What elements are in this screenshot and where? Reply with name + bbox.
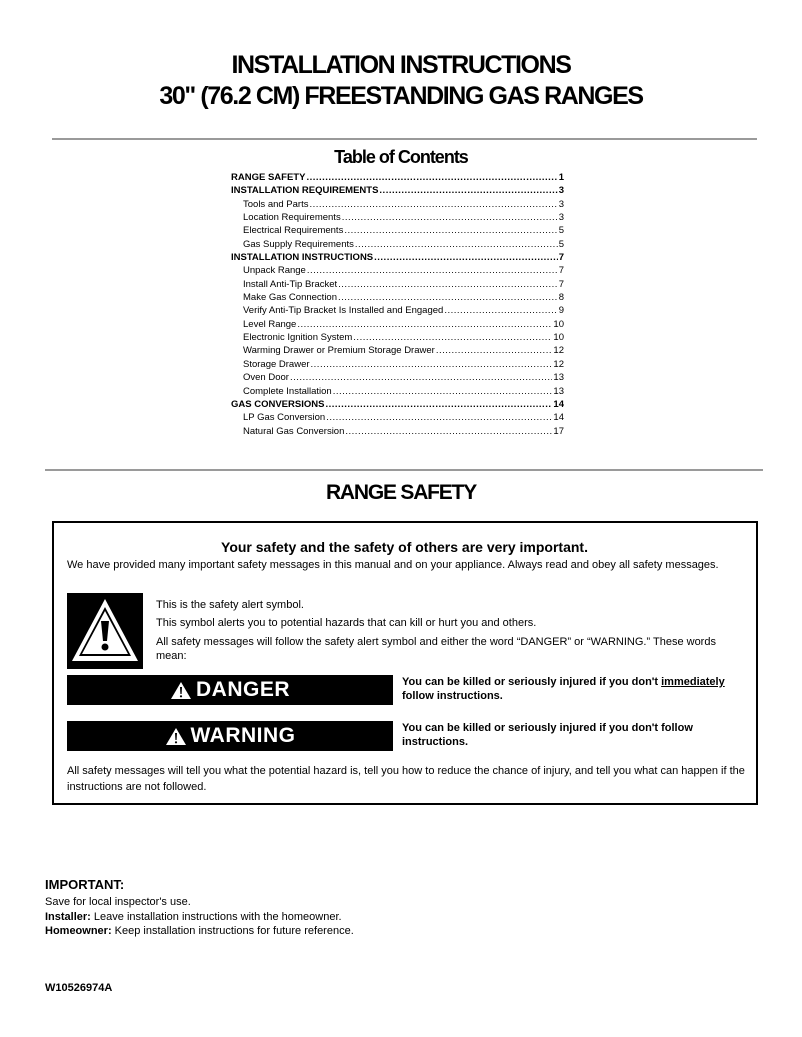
warning-triangle-icon	[165, 727, 187, 746]
toc-entry-label: Verify Anti-Tip Bracket Is Installed and Engaged	[243, 305, 444, 317]
toc-entry-page: 7	[558, 278, 564, 290]
toc-entry	[231, 291, 564, 304]
toc-entry-label: Gas Supply Requirements	[243, 238, 354, 250]
toc-entry-page: 5	[558, 225, 564, 237]
toc-entry-page: 3	[558, 185, 564, 197]
toc-entry-page: 14	[553, 412, 564, 424]
toc-entry	[231, 171, 564, 184]
installer-label: Installer:	[45, 911, 91, 923]
toc-entry	[231, 344, 564, 357]
toc-leader-dots	[436, 344, 553, 357]
toc-entry-label: LP Gas Conversion	[243, 412, 326, 424]
toc-entry-page: 7	[558, 252, 564, 264]
toc-entry-page: 13	[553, 385, 564, 397]
safety-intro: We have provided many important safety messages in this manual and on your appliance. Always read and obey all safety messages.	[67, 559, 719, 571]
toc-entry-label: Tools and Parts	[243, 198, 309, 210]
document-title-line2: 30" (76.2 CM) FREESTANDING GAS RANGES	[159, 82, 643, 110]
toc-entry-page: 12	[553, 345, 564, 357]
toc-leader-dots	[311, 358, 553, 371]
toc-entry-page: 10	[553, 332, 564, 344]
toc-entry	[231, 224, 564, 237]
toc-entry	[231, 264, 564, 277]
danger-desc-emphasis: immediately	[661, 676, 725, 688]
toc-leader-dots	[444, 304, 557, 317]
warning-triangle-icon	[67, 593, 143, 669]
danger-description	[402, 675, 752, 703]
danger-label: DANGER	[195, 678, 290, 701]
alert-symbol-text: This is the safety alert symbol.	[156, 599, 304, 611]
toc-entry	[231, 371, 564, 384]
toc-entry	[231, 318, 564, 331]
toc-leader-dots	[307, 264, 558, 277]
toc-entry-page: 3	[558, 198, 564, 210]
important-heading: IMPORTANT:	[45, 877, 125, 892]
toc-leader-dots	[344, 224, 557, 237]
toc-entry	[231, 411, 564, 424]
toc-leader-dots	[325, 398, 552, 411]
toc-entry	[231, 304, 564, 317]
warning-triangle-icon	[170, 681, 192, 700]
toc-entry-label: Location Requirements	[243, 212, 341, 224]
toc-entry	[231, 385, 564, 398]
toc-leader-dots	[374, 251, 558, 264]
toc-leader-dots	[338, 278, 558, 291]
toc-entry-label: Electrical Requirements	[243, 225, 344, 237]
toc-entry-label: Install Anti-Tip Bracket	[243, 278, 338, 290]
divider	[45, 469, 763, 471]
toc-entry-label: RANGE SAFETY	[231, 172, 306, 183]
safety-footer-text: All safety messages will tell you what the potential hazard is, tell you how to reduce the chance of injury, and tell you what can happen if the instructions are not followed.	[67, 765, 745, 793]
toc-leader-dots	[306, 171, 557, 184]
homeowner-label: Homeowner:	[45, 925, 112, 937]
toc-entry-label: Warming Drawer or Premium Storage Drawer	[243, 345, 435, 357]
section-heading: RANGE SAFETY	[325, 481, 477, 504]
toc-entry-page: 14	[553, 398, 564, 410]
document-number: W10526974A	[45, 982, 113, 994]
toc-entry-page: 9	[558, 305, 564, 317]
important-line-installer	[45, 910, 342, 924]
danger-desc-text-end: follow instructions.	[402, 690, 503, 702]
warning-label: WARNING	[190, 724, 296, 747]
toc-leader-dots	[353, 331, 552, 344]
toc-leader-dots	[333, 385, 553, 398]
toc-entry-page: 12	[553, 358, 564, 370]
toc-leader-dots	[345, 425, 552, 438]
toc-entry	[231, 278, 564, 291]
safety-title: Your safety and the safety of others are very important.	[221, 539, 588, 555]
toc-entry	[231, 184, 564, 197]
warning-signal-bar	[67, 721, 393, 751]
toc-entry-label: Oven Door	[243, 372, 289, 384]
toc-entry-label: Level Range	[243, 318, 297, 330]
toc-entry-page: 7	[558, 265, 564, 277]
toc-entry-label: INSTALLATION INSTRUCTIONS	[231, 252, 374, 264]
toc-entry-label: Make Gas Connection	[243, 292, 337, 304]
toc-entry-label: Complete Installation	[243, 385, 332, 397]
toc-entry-page: 17	[553, 425, 564, 437]
toc-entry-label: Unpack Range	[243, 265, 306, 277]
toc-entry-label: INSTALLATION REQUIREMENTS	[231, 185, 379, 197]
important-line-homeowner	[45, 924, 354, 938]
toc-leader-dots	[379, 184, 557, 197]
toc-leader-dots	[326, 411, 552, 424]
toc-entry-label: Natural Gas Conversion	[243, 425, 345, 437]
installer-text: Leave installation instructions with the homeowner.	[90, 911, 342, 923]
toc-heading: Table of Contents	[334, 147, 468, 167]
toc-entry-page: 5	[558, 238, 564, 250]
alert-signal-words-text: All safety messages will follow the safety alert symbol and either the word “DANGER” or “WARNING.” These words mean:	[156, 636, 716, 662]
toc-leader-dots	[297, 318, 552, 331]
toc-entry-page: 1	[558, 172, 564, 183]
toc-entry-label: Electronic Ignition System	[243, 332, 353, 344]
toc-entry	[231, 331, 564, 344]
important-line-inspector: Save for local inspector's use.	[45, 896, 191, 908]
toc-entry-page: 8	[558, 292, 564, 304]
toc-entry	[231, 198, 564, 211]
toc-leader-dots	[355, 238, 558, 251]
toc-entry	[231, 358, 564, 371]
divider	[52, 138, 757, 140]
document-title-line1: INSTALLATION INSTRUCTIONS	[231, 51, 571, 79]
toc-entry	[231, 238, 564, 251]
toc-leader-dots	[309, 198, 557, 211]
toc-entry	[231, 425, 564, 438]
alert-hazard-text: This symbol alerts you to potential hazards that can kill or hurt you and others.	[156, 617, 537, 629]
warning-description: You can be killed or seriously injured if you don't follow instructions.	[402, 722, 693, 748]
toc-entry	[231, 251, 564, 264]
toc-entry-page: 10	[553, 318, 564, 330]
toc-entry-label: GAS CONVERSIONS	[231, 398, 325, 410]
homeowner-text: Keep installation instructions for future reference.	[111, 925, 354, 937]
danger-signal-bar	[67, 675, 393, 705]
toc-leader-dots	[290, 371, 552, 384]
toc-entry-page: 13	[553, 372, 564, 384]
toc-entry-page: 3	[558, 212, 564, 224]
toc-leader-dots	[342, 211, 558, 224]
toc-entry	[231, 211, 564, 224]
table-of-contents	[231, 171, 564, 438]
toc-leader-dots	[338, 291, 558, 304]
safety-message-box	[52, 521, 758, 805]
danger-desc-text: You can be killed or seriously injured if you don't	[402, 676, 662, 688]
toc-entry	[231, 398, 564, 411]
toc-entry-label: Storage Drawer	[243, 358, 310, 370]
